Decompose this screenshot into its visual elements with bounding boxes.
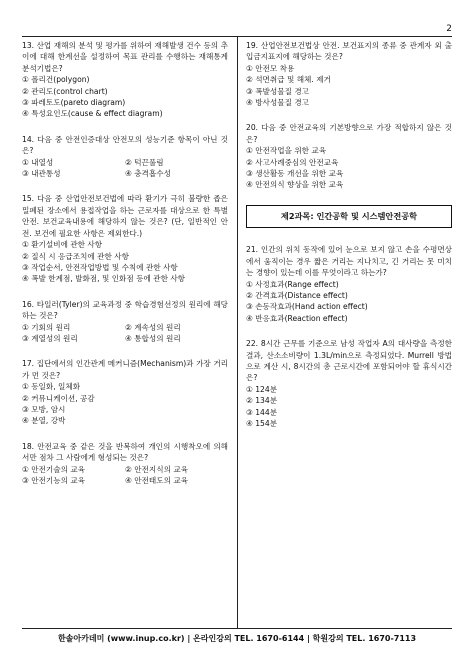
- question: [246, 122, 452, 190]
- question-stem: 22. 8시간 근무를 기준으로 남성 작업자 A의 대사량을 측정한 결과, 산소소비량이 1.3L/min으로 측정되었다. Murrell 방법으로 계산 시, 8시간의 총 근로시간에 포함되어야 할 휴식시간은?: [246, 339, 452, 383]
- option: ② 커뮤니케이션, 공감: [22, 393, 95, 403]
- option: ④ 분열, 강박: [22, 416, 66, 426]
- option: ① 124분: [246, 384, 278, 394]
- option: ② 석면취급 및 해체. 제거: [246, 75, 331, 85]
- option: ④ 154분: [246, 418, 278, 428]
- question: [22, 358, 228, 426]
- options: [246, 145, 452, 191]
- option: ① 안전작업을 위한 교육: [246, 146, 327, 156]
- option: ① 환기설비에 관한 사항: [22, 240, 103, 250]
- column-divider: [237, 36, 238, 628]
- option: ④ 안전태도의 교육: [125, 476, 188, 485]
- page-number: 2: [446, 24, 452, 34]
- bottom-rule: [22, 628, 452, 629]
- footer: 한솔아카데미 (www.inup.co.kr) | 온라인강의 TEL. 1670-6144 | 학원강의 TEL. 1670-7113: [57, 634, 417, 643]
- option: ① 안전모 착용: [246, 63, 295, 73]
- option: ④ 통합성의 원리: [125, 333, 181, 343]
- option: ④ 방사성물질 경고: [246, 98, 309, 108]
- option: ② 질식 시 응급조치에 관한 사항: [22, 251, 129, 261]
- option: ② 간격효과(Distance effect): [246, 290, 348, 300]
- option: ① 동일화, 일체화: [22, 382, 81, 392]
- option: ③ 파레토도(pareto diagram): [22, 98, 126, 108]
- option: ③ 폭발성물질 경고: [246, 86, 309, 96]
- question: [22, 299, 228, 345]
- option: ③ 생산활동 개선을 위한 교육: [246, 169, 344, 179]
- question: [246, 338, 452, 429]
- option: ② 사고사례중심의 안전교육: [246, 157, 339, 167]
- option: ④ 특성요인도(cause & effect diagram): [22, 109, 163, 119]
- question: [22, 441, 228, 487]
- question-stem: 20. 다음 중 안전교육의 기본방향으로 가장 적합하지 않은 것은?: [246, 123, 452, 144]
- option: ③ 안전기능의 교육: [22, 476, 85, 485]
- option: ③ 모방, 암시: [22, 404, 66, 414]
- option: ② 계속성의 원리: [125, 322, 181, 332]
- option: ② 안전지식의 교육: [125, 464, 188, 474]
- option: ④ 충격흡수성: [125, 169, 171, 179]
- options: [22, 239, 228, 285]
- question-stem: 13. 산업 재해의 분석 및 평가를 위하여 재해발생 건수 등의 추이에 대해 한계선을 설정하여 목표 관리를 수행하는 재해통계 분석기법은?: [22, 41, 228, 73]
- options: [22, 464, 228, 487]
- option: ② 관리도(control chart): [22, 86, 108, 96]
- option: ① 폴리건(polygon): [22, 75, 90, 85]
- left-column: [22, 40, 228, 500]
- question-stem: 14. 다음 중 안전인증대상 안전모의 성능기준 항목이 아닌 것은?: [22, 134, 228, 156]
- option: ① 안전기술의 교육: [22, 464, 85, 474]
- option: ③ 내관통성: [22, 169, 61, 179]
- options: [246, 384, 452, 430]
- question-stem: 21. 인간의 위치 동작에 있어 눈으로 보지 않고 손을 수평면상에서 움직이는 경우 짧은 거리는 지나치고, 긴 거리는 못 미치는 경향이 있는데 이를 무엇이라고 하는가?: [246, 245, 452, 278]
- option: ② 134분: [246, 396, 278, 406]
- option: ③ 144분: [246, 407, 278, 417]
- option: ③ 계열성의 원리: [22, 333, 78, 343]
- question-stem: 18. 안전교육 중 같은 것을 반복하여 개인의 시행착오에 의해서만 점차 그 사람에게 형성되는 것은?: [22, 441, 228, 463]
- question-stem: 19. 산업안전보건법상 안전. 보건표지의 종류 중 관계자 외 출입금지표지에 해당하는 것은?: [246, 41, 452, 62]
- options: [22, 322, 228, 345]
- question-stem: 15. 다음 중 산업안전보건법에 따라 환기가 극히 불량한 좁은 밀폐된 장소에서 용접작업을 하는 근로자를 대상으로 한 특별안전. 보건교육내용에 해당하지 않는 것은? (단, 일반적인 안전. 보건에 필요한 사항은 제외한다.): [22, 194, 228, 238]
- question: [22, 193, 228, 284]
- options: [22, 157, 228, 180]
- right-column: [246, 40, 452, 443]
- options: [22, 74, 228, 120]
- question-stem: 16. 타일러(Tyler)의 교육과정 중 학습경험선정의 원리에 해당하는 것은?: [22, 299, 228, 321]
- question: [22, 134, 228, 180]
- options: [246, 63, 452, 109]
- option: ④ 안전의식 향상을 위한 교육: [246, 180, 344, 190]
- section-title: 제2과목: 인간공학 및 시스템안전공학: [246, 205, 452, 228]
- option: ① 기회의 원리: [22, 322, 71, 332]
- question: [22, 40, 228, 120]
- question-stem: 17. 집단에서의 인간관계 메커니즘(Mechanism)과 가장 거리가 먼 것은?: [22, 359, 228, 380]
- question: [246, 244, 452, 324]
- option: ③ 작업순서, 안전작업방법 및 수칙에 관한 사항: [22, 262, 178, 272]
- option: ① 내열성: [22, 157, 54, 167]
- option: ④ 반응효과(Reaction effect): [246, 313, 348, 323]
- option: ① 사정효과(Range effect): [246, 279, 339, 289]
- options: [22, 381, 228, 427]
- option: ③ 손동작효과(Hand action effect): [246, 302, 368, 312]
- question: [246, 40, 452, 108]
- options: [246, 279, 452, 325]
- option: ④ 폭발 한계점, 발화점, 및 인화점 등에 관한 사항: [22, 274, 185, 284]
- option: ② 턱끈풀림: [125, 157, 164, 167]
